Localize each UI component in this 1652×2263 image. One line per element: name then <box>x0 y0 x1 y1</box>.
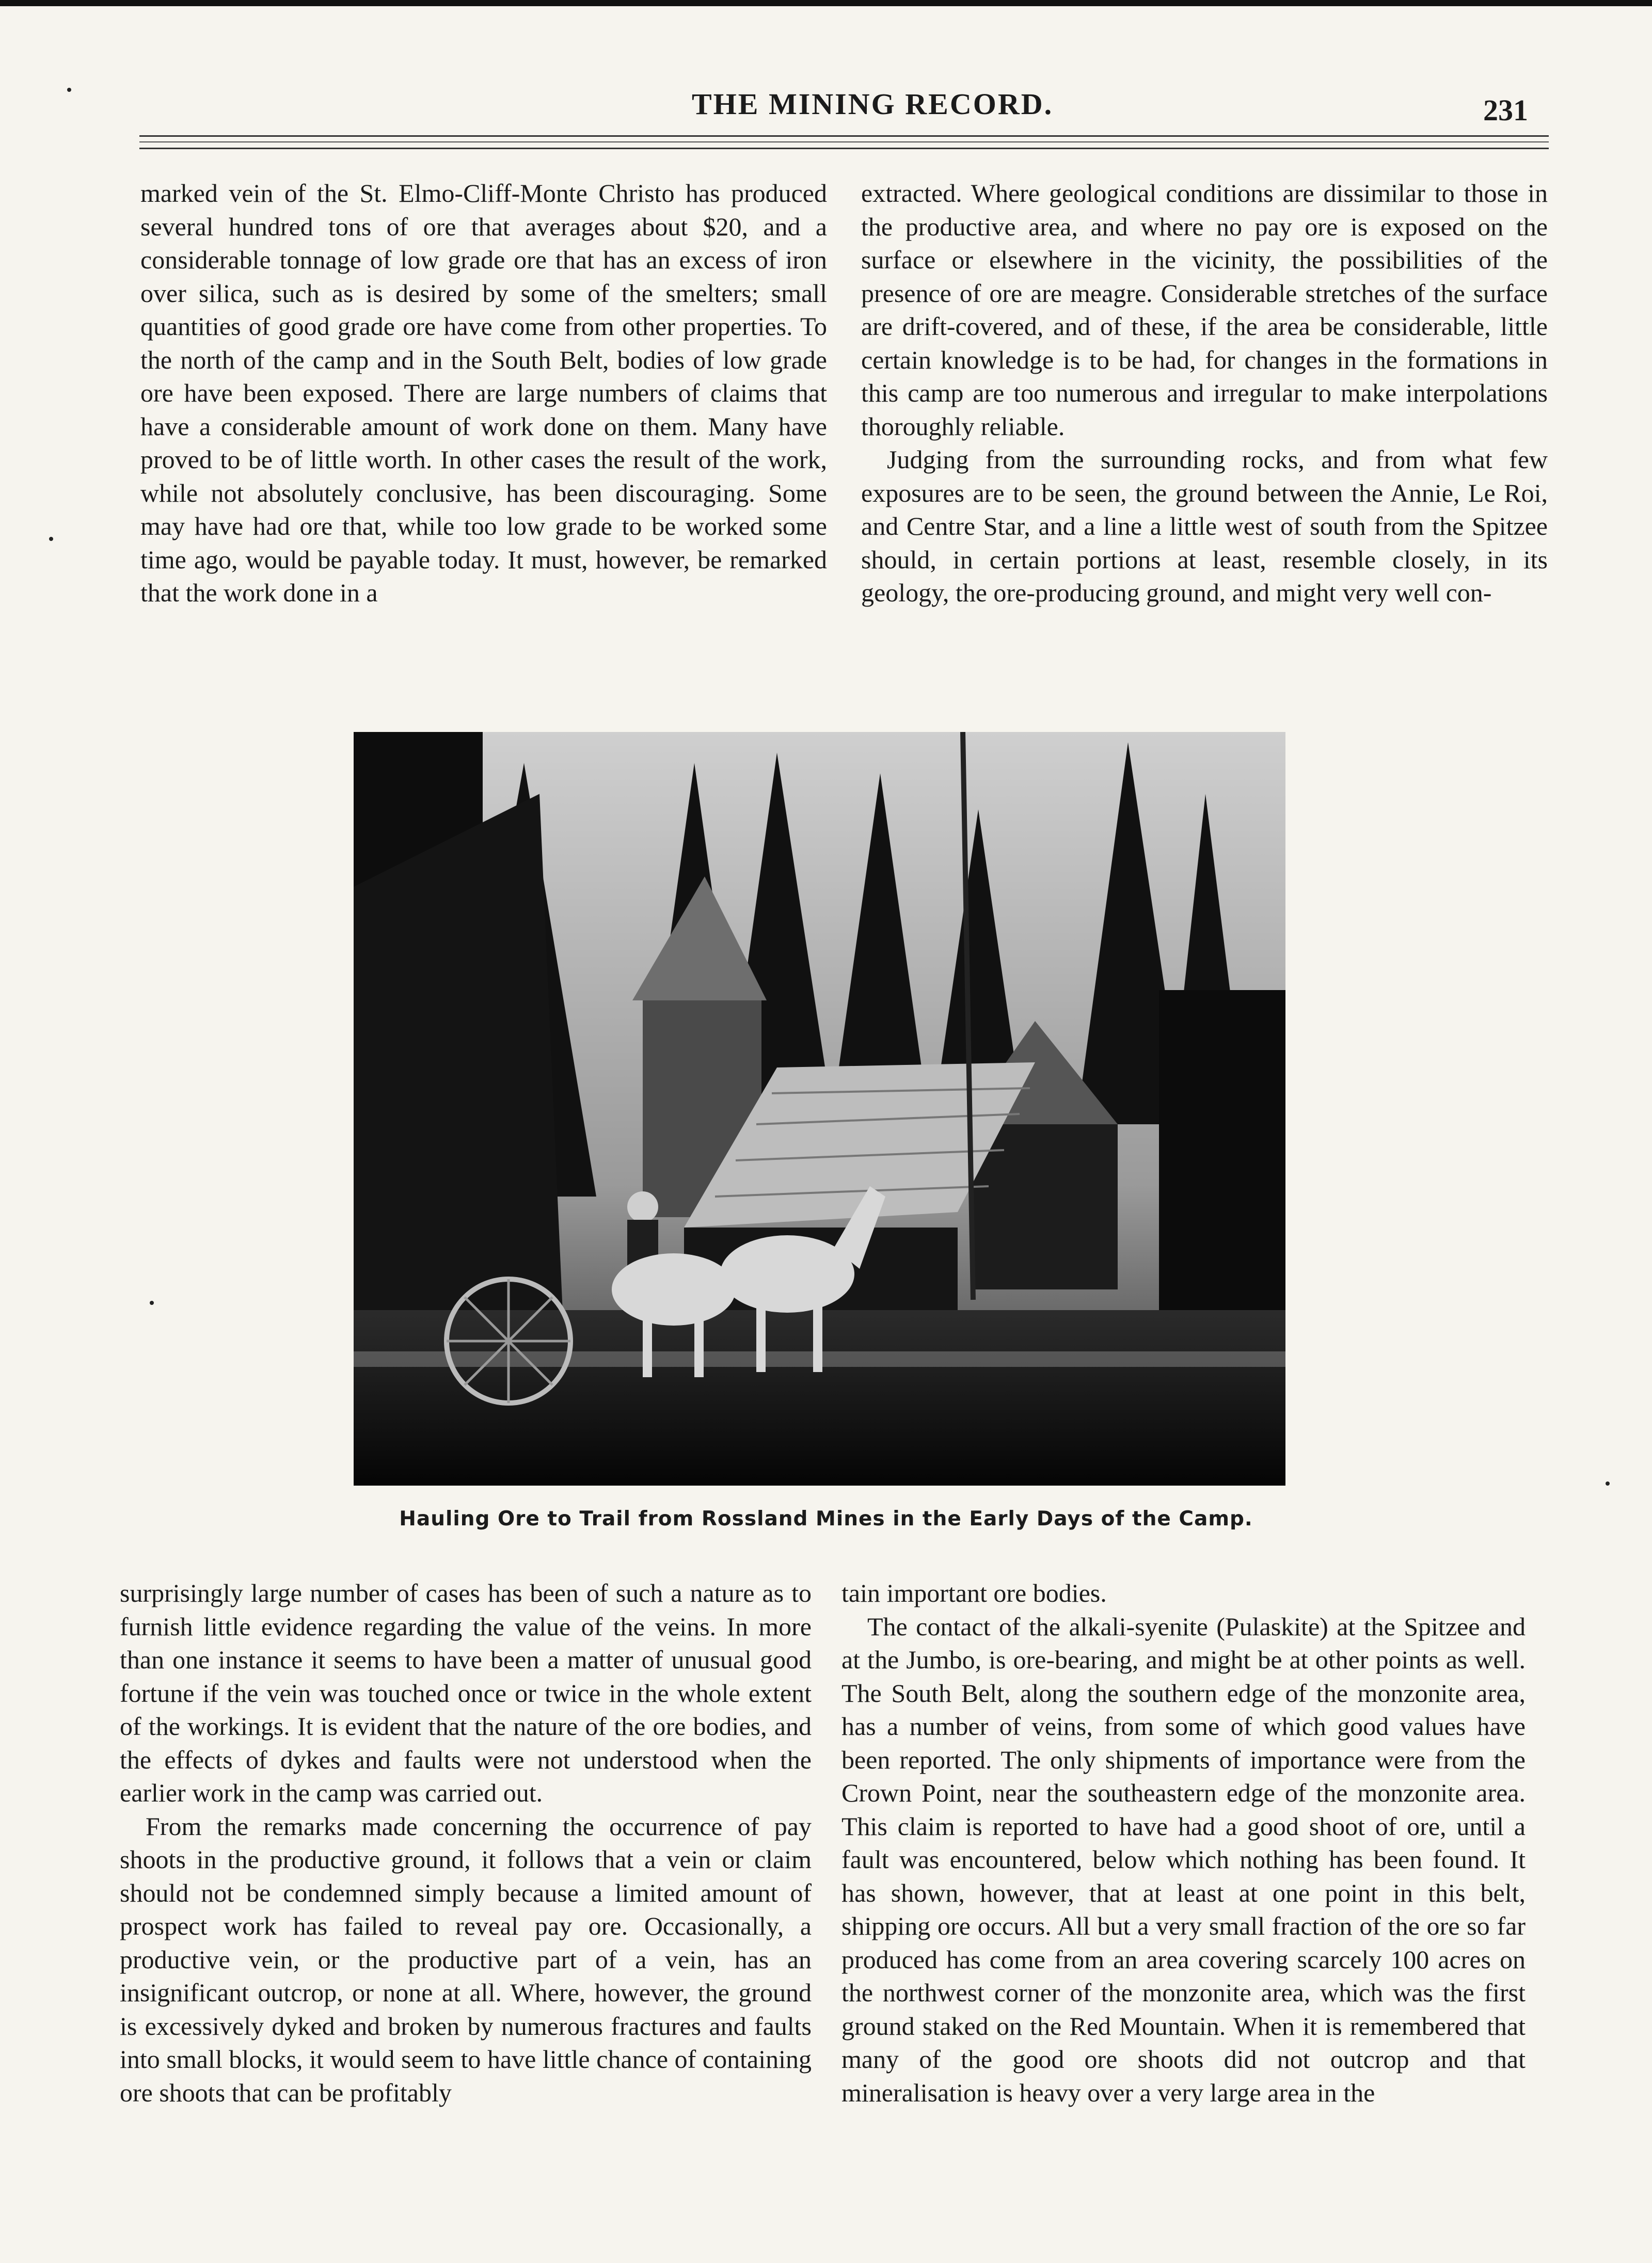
page-number: 231 <box>1483 93 1528 127</box>
photograph-hauling-ore <box>354 732 1285 1486</box>
column-bottom-left <box>120 1576 812 2109</box>
column-bottom-right <box>841 1576 1526 2109</box>
paper-speck <box>67 88 71 92</box>
photo-caption: Hauling Ore to Trail from Rossland Mines in the Early Days of the Camp. <box>399 1507 1253 1531</box>
paragraph: extracted. Where geological conditions are dissimilar to those in the productive area, and where no pay ore is exposed on the surface or elsewhere in the vicinity, the possibilities of the presence of ore are meagre. Considerable stretches of the surface are drift-covered, and of these, if the area be considerable, little certain knowledge is to be had, for changes in the formations in this camp are too numerous and irregular to make interpolations thoroughly reliable. <box>861 179 1548 441</box>
paper-speck <box>49 537 53 541</box>
paragraph: marked vein of the St. Elmo-Cliff-Monte Christo has produced several hundred tons of ore that averages about $20, and a considerable tonnage of low grade ore that has an excess of iron over silica, such as is desired by some of the smelters; small quantities of good grade ore have come from other properties. To the north of the camp and in the South Belt, bodies of low grade ore have been exposed. There are large numbers of claims that have a considerable amount of work done on them. Many have proved to be of little worth. In other cases the result of the work, while not absolutely conclusive, has been discouraging. Some may have had ore that, while too low grade to be worked some time ago, would be payable today. It must, however, be remarked that the work done in a <box>140 179 827 607</box>
header-rule <box>139 148 1549 149</box>
running-title: THE MINING RECORD. <box>692 87 1054 121</box>
header-rule <box>139 135 1549 137</box>
paper-speck <box>150 1301 154 1305</box>
paragraph: From the remarks made concerning the occurrence of pay shoots in the productive ground, it follows that a vein or claim should not be condemned simply because a limited amount of prospect work has failed to reveal pay ore. Occasionally, a productive vein, or the productive part of a vein, has an insignificant outcrop, or none at all. Where, however, the ground is excessively dyked and broken by numerous fractures and faults into small blocks, it would seem to have little chance of containing ore shoots that can be profitably <box>120 1811 812 2107</box>
paragraph: Judging from the surrounding rocks, and from what few exposures are to be seen, the ground between the Annie, Le Roi, and Centre Star, and a line a little west of south from the Spitzee should, in certain portions at least, resemble closely, in its geology, the ore-producing ground, and might very well con- <box>861 445 1548 607</box>
paper-speck <box>1606 1481 1610 1486</box>
column-top-left <box>140 177 827 610</box>
paragraph: The contact of the alkali-syenite (Pulaskite) at the Spitzee and at the Jumbo, is ore-bearing, and might be at other points as well. The South Belt, along the southern edge of the monzonite area, has a number of veins, from some of which good values have been reported. The only shipments of importance were from the Crown Point, near the southeastern edge of the monzonite area. This claim is reported to have had a good shoot of ore, until a fault was encountered, below which nothing has been found. It has shown, however, that at least at one point in this belt, shipping ore occurs. All but a very small fraction of the ore so far produced has come from an area covering scarcely 100 acres on the northwest corner of the monzonite area, which was the first ground staked on the Red Mountain. When it is remembered that many of the good ore shoots did not outcrop and that mineralisation is heavy over a very large area in the <box>841 1612 1526 2107</box>
paragraph: surprisingly large number of cases has been of such a nature as to furnish little evidence regarding the value of the veins. In more than one instance it seems to have been a matter of unusual good fortune if the vein was touched once or twice in the whole extent of the workings. It is evident that the nature of the ore bodies, and the effects of dykes and faults were not understood when the earlier work in the camp was carried out. <box>120 1579 812 1807</box>
page-top-border <box>0 0 1652 6</box>
header-rule <box>139 141 1549 142</box>
column-top-right <box>861 177 1548 610</box>
photograph-image <box>354 732 1285 1486</box>
paragraph: tain important ore bodies. <box>841 1579 1107 1607</box>
